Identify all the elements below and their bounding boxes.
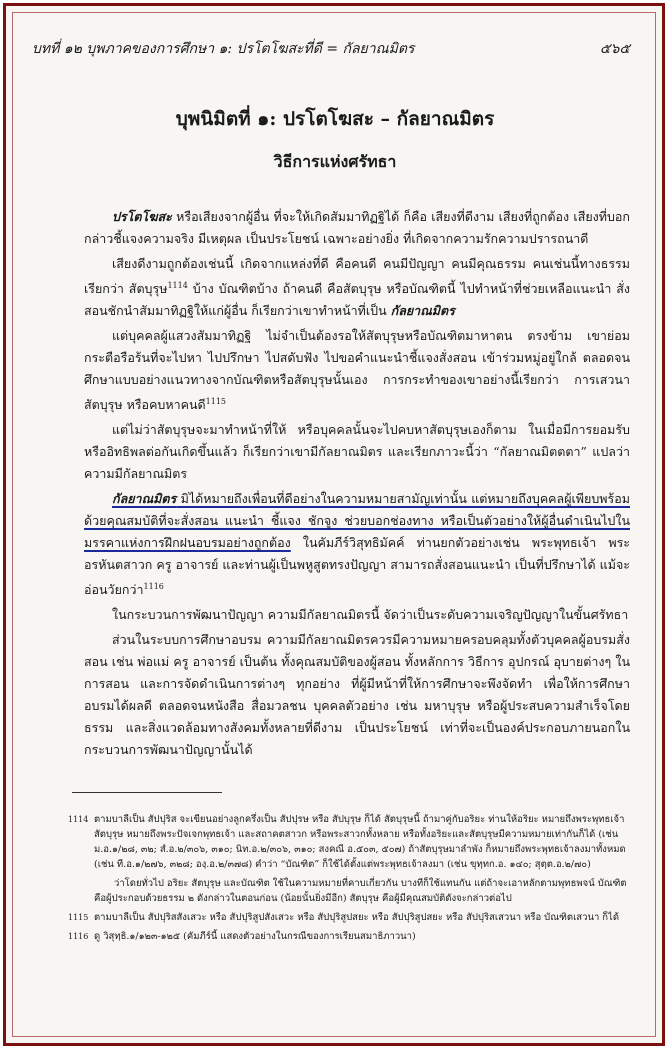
footnote-1114: [68, 812, 630, 872]
term-paratoghosa: ปรโตโฆสะ: [112, 209, 172, 224]
footnote-ref: 1114: [167, 281, 188, 290]
footnote-text: ตามบาลีเป็น สัปปุริส จะเขียนอย่างลูกครึ่งเป็น สัปปุรษ หรือ สัปบุรุษ ก็ได้ สัตบุรุษนี้ ถ้ามาคู่กับอริยะ ท่านให้อริยะ หมายถึงพระพุทธเจ้า สัตบุรุษ หมายถึงพระปัจเจกพุทธเจ้า และสถาคตสาวก หรือพระสาวกทั้งหลาย หรือทั้งอริยะและสัตบุรุษมีความหมายเท่ากันก็ได้ (เช่น ม.อ.๑/๒๘, ๓๒; สํ.อ.๒/๓๐๖, ๓๑๐; นิท.อ.๒/๓๐๖, ๓๑๐; สงคณี อ.๕๐๓, ๕๐๗) ถ้าสัตบุรุษมาลำพัง ก็หมายถึงพระพุทธเจ้าลงมาทั้งหมด (เช่น ที.อ.๑/๒๗๖, ๓๒๘; องฺ.อ.๒/๓๗๘) คำว่า “บัณฑิต” ก็ใช้ได้ตั้งแต่พระพุทธเจ้าลงมา (เช่น ขุทฺทก.อ. ๑๔๐; สุตฺต.อ.๒/๗๐): [94, 814, 626, 870]
footnote-text: ดู วิสุทฺธิ.๑/๑๒๓-๑๒๕ (คัมภีร์นี้ แสดงตัวอย่างในกรณีของการเรียนสมาธิภาวนา): [94, 931, 416, 942]
footnote-1114-continued: ว่าโดยทั่วไป อริยะ สัตบุรุษ และบัณฑิต ใช้ในความหมายที่คาบเกี่ยวกัน บางทีก็ใช้แทนกัน แต่ถ้าจะเอาหลักตามพุทธพจน์ บัณฑิต คือผู้ประกอบด้วยธรรม ๒ ดังกล่าวในตอนก่อน (น้อยนั้นยิ่งมีอีก) สัตบุรุษ คือผู้มีคุณสมบัติดังจะกล่าวต่อไป: [94, 878, 627, 904]
paragraph-7: ส่วนในระบบการศึกษาอบรม ความมีกัลยาณมิตรควรมีความหมายครอบคลุมทั้งตัวบุคคลผู้อบรมสั่งสอน เช่น พ่อแม่ ครู อาจารย์ เป็นต้น ทั้งคุณสมบัติของผู้สอน ทั้งหลักการ วิธีการ อุปกรณ์ อุบายต่างๆ ในการสอน และการจัดดำเนินการต่างๆ ทุกอย่าง ที่ผู้มีหน้าที่ให้การศึกษาจะพึงจัดทำ เพื่อให้การศึกษาอบรมได้ผลดี ตลอดจนหนังสือ สื่อมวลชน บุคคลตัวอย่าง เช่น มหาบุรุษ หรือผู้ประสบความสำเร็จโดยธรรม และสิ่งแวดล้อมทางสังคมทั้งหลายที่ดีงาม เป็นประโยชน์ เท่าที่จะเป็นองค์ประกอบภายนอกในกระบวนการพัฒนาปัญญานั้นได้: [84, 632, 630, 758]
paragraph-4: แต่ไม่ว่าสัตบุรุษจะมาทำหน้าที่ให้ หรือบุคคลนั้นจะไปคบหาสัตบุรุษเองก็ตาม ในเมื่อมีการยอมรับหรืออิทธิพลต่อกันเกิดขึ้นแล้ว ก็เรียกว่าเขามีกัลยาณมิตร และเรียกภาวะนี้ว่า “กัลยาณมิตตตา” แปลว่า ความมีกัลยาณมิตร: [84, 422, 630, 482]
term-kalyanamitta: กัลยาณมิตร: [112, 491, 177, 507]
footnote-number: 1116: [68, 932, 89, 941]
section-subtitle: วิธีการแห่งศรัทธา: [273, 152, 397, 171]
paragraph-2: เสียงดีงามถูกต้องเช่นนี้ เกิดจากแหล่งที่ดี คือคนดี คนมีปัญญา คนมีคุณธรรม คนเช่นนี้ทางธรรมเรียกว่า สัตบุรุษ$^{1114}$ บ้าง บัณฑิตบ้าง ถ้าคนดี คือสัตบุรุษ หรือบัณฑิตนี้ ไปทำหน้าที่ช่วยเหลือแนะนำ สั่งสอนชักนำสัมมาทิฏฐิให้แก่ผู้อื่น ก็เรียกว่าเขาทำหน้าที่เป็น กัลยาณมิตร: [84, 256, 630, 319]
footnotes: [68, 812, 630, 948]
underlined-definition: มิได้หมายถึงเพื่อนที่ดีอย่างในความหมายสามัญเท่านั้น แต่หมายถึงบุคคลผู้เพียบพร้อมด้วยคุณสมบัติที่จะสั่งสอน แนะนำ ชี้แจง ชักจูง ช่วยบอกช่องทาง หรือเป็นตัวอย่างให้ผู้อื่นดำเนินไปในมรรคาแห่งการฝึกฝนอบรมอย่างถูกต้อง: [84, 491, 630, 551]
paragraph-3: แต่บุคคลผู้แสวงสัมมาทิฏฐิ ไม่จำเป็นต้องรอให้สัตบุรุษหรือบัณฑิตมาหาตน ตรงข้าม เขาย่อมกระตือรือร้นที่จะไปหา ไปปรึกษา ไปสดับฟัง ไปขอคำแนะนำชี้แจงสั่งสอน เข้าร่วมหมู่อยู่ใกล้ ตลอดจนศึกษาแบบอย่างแนวทางจากบัณฑิตหรือสัตบุรุษนั้นเอง การกระทำของเขาอย่างนี้เรียกว่า การเสวนาสัตบุรุษ หรือคบหาคนดี$^{1115}$: [84, 328, 630, 413]
page-number: ๕๖๕: [599, 41, 630, 57]
footnote-1115: [68, 910, 630, 925]
footnote-rule: [72, 792, 222, 793]
footnote-number: 1114: [68, 815, 89, 824]
running-title: บทที่ ๑๒ บุพภาคของการศึกษา ๑: ปรโตโฆสะที่ดี = กัลยาณมิตร: [32, 41, 415, 57]
footnote-text: ตามบาลีเป็น สัปปุริสสังเสวะ หรือ สัปปุริสูปสังเสวะ หรือ สัปปุริสูปสยะ หรือ สัปปุริสูปสยะ หรือ สัปปุริสเสวนา หรือ บัณฑิตเสวนา ก็ได้: [94, 912, 619, 923]
paragraph-6: ในกระบวนการพัฒนาปัญญา ความมีกัลยาณมิตรนี้ จัดว่าเป็นระดับความเจริญปัญญาในขั้นศรัทธา: [112, 607, 629, 623]
footnote-ref: 1115: [205, 397, 227, 407]
paragraph-5: กัลยาณมิตร มิได้หมายถึงเพื่อนที่ดีอย่างในความหมายสามัญเท่านั้น แต่หมายถึงบุคคลผู้เพียบพร้อมด้วยคุณสมบัติที่จะสั่งสอน แนะนำ ชี้แจง ชักจูง ช่วยบอกช่องทาง หรือเป็นตัวอย่างให้ผู้อื่นดำเนินไปในมรรคาแห่งการฝึกฝนอบรมอย่างถูกต้อง ในคัมภีร์วิสุทธิมัคค์ ท่านยกตัวอย่างเช่น พระพุทธเจ้า พระอรหันตสาวก ครู อาจารย์ และท่านผู้เป็นพหูสูตทรงปัญญา สามารถสั่งสอนแนะนำ เป็นที่ปรึกษาได้ แม้จะอ่อนวัยกว่า$^{1116}$: [84, 491, 630, 598]
footnote-number: 1115: [68, 913, 89, 922]
footnote-1116: [68, 929, 630, 944]
paragraph-1: ปรโตโฆสะ หรือเสียงจากผู้อื่น ที่จะให้เกิดสัมมาทิฏฐิได้ ก็คือ เสียงที่ดีงาม เสียงที่ถูกต้อง เสียงที่บอกกล่าวชี้แจงความจริง มีเหตุผล เป็นประโยชน์ เฉพาะอย่างยิ่ง ที่เกิดจากความรักความปรารถนาดี: [84, 209, 630, 246]
body-text: [84, 206, 630, 764]
running-header: [32, 38, 630, 60]
footnote-ref: 1116: [143, 582, 164, 592]
term-kalyanamitta: กัลยาณมิตร: [390, 303, 455, 319]
section-title: บุพนิมิตที่ ๑: ปรโตโฆสะ – กัลยาณมิตร: [175, 108, 495, 130]
